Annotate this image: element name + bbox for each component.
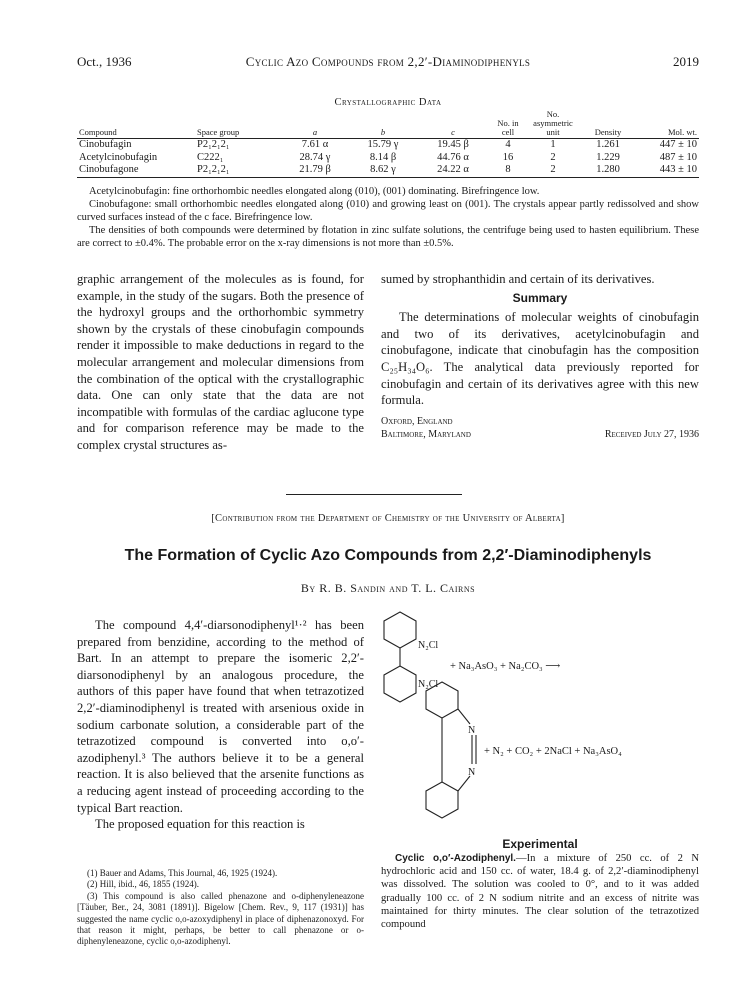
benzene-ring-top bbox=[426, 682, 458, 718]
table-cell: 2 bbox=[527, 164, 579, 177]
col-header: Density bbox=[579, 110, 637, 139]
header-running-title: Cyclic Azo Compounds from 2,2′-Diaminodiphenyls bbox=[245, 54, 531, 69]
prev-article-paragraph: sumed by strophanthidin and certain of its derivatives. bbox=[381, 272, 655, 286]
table-cell: 1.280 bbox=[579, 164, 637, 177]
table-cell: 15.79 γ bbox=[367, 139, 399, 150]
footnote: (3) This compound is also called phenazone and o-diphenyleneazone [Täuber, Ber., 24, 3081 (1891)]. Bigelow [Chem. Rev., 9, 117 (1931)] has suggested the name cyclic o,o-azoxydiphenyl in place of diphenazonoxyd. For that reason it might, perhaps, be better to call phenazone or o-diphenyleneazone, cyclic o,o-azodiphenyl. bbox=[77, 890, 364, 947]
table-cell: 8 bbox=[489, 164, 527, 177]
azodiphenyl-structure bbox=[414, 680, 704, 830]
table-title: Crystallographic Data bbox=[334, 97, 442, 108]
table-cell: C222₁ bbox=[197, 151, 224, 163]
col-header: No. in cell bbox=[489, 110, 527, 139]
products-text: + N₂ + CO₂ + 2NaCl + Na₃AsO₄ bbox=[484, 746, 622, 757]
table-note: Acetylcinobufagin: fine orthorhombic needles elongated along (010), (001) dominating. Birefringence low. bbox=[89, 186, 540, 197]
experimental-heading: Experimental bbox=[502, 837, 578, 851]
table-note: Cinobufagone: small orthorhombic needles elongated along (010) and growing least on (001). The crystals appear partly redissolved and show curved surfaces instead of the c face. Birefringence low. bbox=[77, 199, 699, 223]
experimental-column bbox=[381, 852, 699, 931]
experimental-lead: Cyclic o,o′-Azodiphenyl. bbox=[395, 853, 516, 864]
experimental-paragraph bbox=[381, 852, 699, 931]
col-header: Mol. wt. bbox=[637, 110, 699, 139]
article-authors: By R. B. Sandin and T. L. Cairns bbox=[300, 581, 476, 595]
benzene-ring-bottom bbox=[426, 782, 458, 818]
table-cell: 1 bbox=[550, 139, 556, 150]
experimental-text: —In a mixture of 250 cc. of 2 N hydrochloric acid and 150 cc. of water, 18.4 g. of 2,2′-diaminodiphenyl was dissolved. The solution was cooled to 0°, and to it was added gradually 100 cc. of 2 N sodium nitrite and an excess of nitrite was maintained for thirty minutes. The clear solution of the tetrazotized compound bbox=[381, 853, 699, 931]
header-date: Oct., 1936 bbox=[77, 54, 132, 69]
benzene-ring-bottom bbox=[384, 666, 416, 702]
footnotes bbox=[77, 868, 364, 948]
contribution-line: [Contribution from the Department of Chemistry of the University of Alberta] bbox=[211, 513, 565, 524]
prev-article-paragraph: graphic arrangement of the molecules as is found, for example, in the study of the sugars. Both the presence of the hydroxyl groups and the orthorhombic symmetry shown by the crystals of these cinobufagin compounds render it impossible to make deductions in regard to the molecular arrangement and molecular dimensions from the combination of the optical with the crystallographic data. One can only state that the data are not incompatible with formulas of the cardiac aglucone type and for comparison reference may be made to the complex crystal structures as- bbox=[77, 272, 364, 452]
diazonium-group-top: N₂Cl bbox=[418, 640, 439, 651]
address-line: Baltimore, Maryland bbox=[381, 428, 471, 440]
table-cell: 7.61 α bbox=[301, 139, 329, 150]
article-title: The Formation of Cyclic Azo Compounds from 2,2′-Diaminodiphenyls bbox=[124, 547, 652, 564]
table-cell: 16 bbox=[502, 151, 514, 163]
col-header: Space group bbox=[195, 110, 281, 139]
table-cell: 443 ± 10 bbox=[637, 164, 699, 177]
table-cell: 19.45 β bbox=[437, 139, 469, 150]
table-row bbox=[77, 139, 699, 152]
table-cell: 8.14 β bbox=[369, 151, 397, 163]
article-paragraph: The proposed equation for this reaction is bbox=[95, 817, 305, 832]
col-header: No. asymmetric unit bbox=[527, 110, 579, 139]
summary-paragraph: The determinations of molecular weights of cinobufagin and two of its derivatives, acetylcinobufagin and cinobufagone, indicate that cinobufagin has the composition C₂₅H₃₄O₆. The analytical data previously reported for cinobufagin and certain of its derivatives agree with this new formula. bbox=[381, 310, 699, 408]
table-cell: 1.229 bbox=[596, 151, 620, 163]
footnote: (1) Bauer and Adams, This Journal, 46, 1925 (1924). bbox=[87, 868, 278, 878]
crystallographic-table bbox=[77, 110, 699, 178]
article-separator bbox=[286, 494, 462, 495]
table-cell: P2₁2₁2₁ bbox=[197, 139, 230, 150]
table-notes bbox=[77, 185, 699, 250]
table-cell: Cinobufagin bbox=[79, 139, 132, 150]
table-cell: 8.62 γ bbox=[349, 164, 417, 177]
azo-nitrogen-bottom: N bbox=[468, 767, 476, 778]
table-cell: P2₁2₁2₁ bbox=[195, 164, 281, 177]
col-header: b bbox=[349, 110, 417, 139]
table-cell: Cinobufagone bbox=[77, 164, 195, 177]
running-header bbox=[77, 54, 699, 72]
reaction-products bbox=[414, 680, 704, 835]
footnote: (2) Hill, ibid., 46, 1855 (1924). bbox=[87, 879, 199, 890]
ring-to-n-bond-bottom bbox=[458, 776, 470, 791]
col-header: c bbox=[417, 110, 489, 139]
table-header-row bbox=[77, 110, 699, 139]
table-row bbox=[77, 152, 699, 165]
table-cell: 44.76 α bbox=[437, 151, 469, 163]
table-row bbox=[77, 164, 699, 177]
col-header: a bbox=[281, 110, 349, 139]
prev-article-right-column bbox=[381, 271, 699, 441]
table-cell: 4 bbox=[505, 139, 511, 150]
table-note: The densities of both compounds were determined by flotation in zinc sulfate solutions, the centrifuge being used to hasten equilibrium. These are correct to ±0.4%. The probable error on the x-ray dimensions is not more than ±0.5%. bbox=[77, 225, 699, 249]
summary-heading: Summary bbox=[512, 290, 568, 305]
table-cell: 487 ± 10 bbox=[659, 151, 697, 163]
table-cell: Acetylcinobufagin bbox=[79, 151, 158, 163]
prev-article-left-column bbox=[77, 271, 364, 454]
ring-to-n-bond-top bbox=[458, 709, 470, 724]
azo-nitrogen-top: N bbox=[468, 725, 476, 736]
article-left-column bbox=[77, 617, 364, 833]
received-date: Received July 27, 1936 bbox=[604, 428, 699, 440]
address-line: Oxford, England bbox=[381, 415, 453, 427]
col-header: Compound bbox=[77, 110, 195, 139]
table-cell: 447 ± 10 bbox=[659, 139, 697, 150]
table-cell: 24.22 α bbox=[417, 164, 489, 177]
header-page-number: 2019 bbox=[673, 54, 699, 69]
table-cell: 21.79 β bbox=[281, 164, 349, 177]
table-cell: 1.261 bbox=[596, 139, 620, 150]
benzene-ring-top bbox=[384, 612, 416, 648]
table-cell: 2 bbox=[550, 151, 556, 163]
author-address bbox=[381, 415, 699, 441]
article-paragraph: The compound 4,4′-diarsonodiphenyl¹·² has been prepared from benzidine, according to the method of Bart. In an attempt to prepare the isomeric 2,2′-diarsonodiphenyl by an analogous procedure, the authors of this paper have found that when tetrazotized 2,2′-diaminodiphenyl is treated with arsenious oxide in sodium carbonate solution, a considerable part of the tetrazotized compound is converted into o,o′-azodiphenyl.³ The authors believe it to be a general reaction. It is also believed that the arsenite functions as a reducing agent instead of proceeding according to the typical Bart reaction. bbox=[77, 618, 364, 815]
diazonium-group-bottom: N₂Cl bbox=[418, 679, 439, 690]
table-cell: 28.74 γ bbox=[299, 151, 331, 163]
reagents-text: + Na₃AsO₃ + Na₂CO₃ ⟶ bbox=[450, 661, 561, 672]
